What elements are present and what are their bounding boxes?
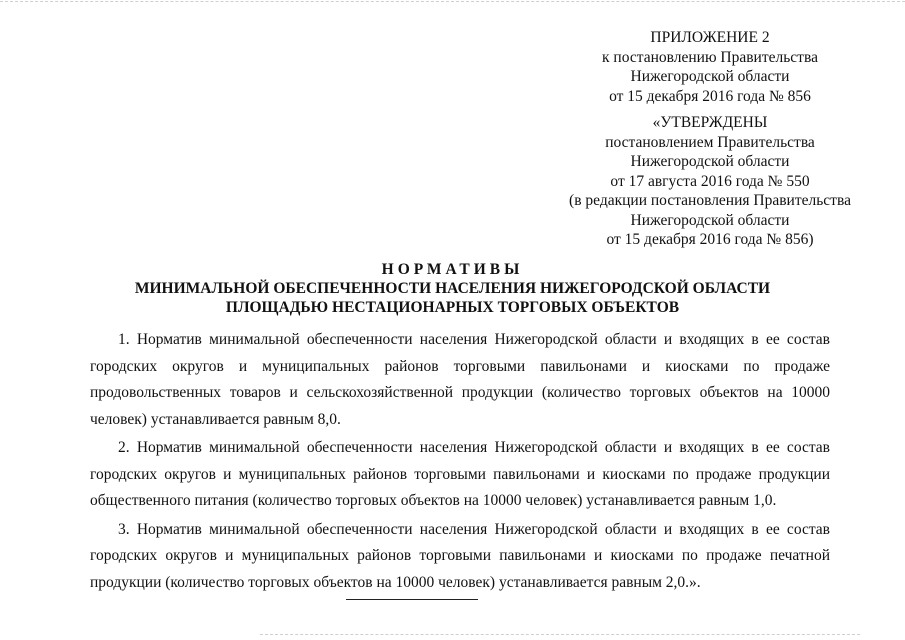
approval-line: от 15 декабря 2016 года № 856) bbox=[606, 231, 814, 248]
norm-paragraph-1: 1. Норматив минимальной обеспеченности населения Нижегородской области и входящих в ее состав городских округов и муниципальных районов торговыми павильонами и киосками по продаже продовольственных товаров и сельскохозяйственной продукции (количество торговых объектов на 10000 человек) устанавливается равным 8,0. bbox=[90, 331, 830, 428]
appendix-line: к постановлению Правительства bbox=[602, 48, 818, 66]
approval-line: (в редакции постановления Правительства bbox=[569, 192, 851, 209]
document-body bbox=[90, 327, 830, 598]
document-title bbox=[0, 260, 905, 317]
approval-line: Нижегородской области bbox=[630, 153, 790, 170]
approval-line: Нижегородской области bbox=[630, 211, 790, 229]
title-subtitle: ПЛОЩАДЬЮ НЕСТАЦИОНАРНЫХ ТОРГОВЫХ ОБЪЕКТОВ bbox=[225, 299, 680, 316]
appendix-line: от 15 декабря 2016 года № 856 bbox=[609, 87, 811, 105]
appendix-line: ПРИЛОЖЕНИЕ 2 bbox=[650, 29, 770, 46]
approval-block bbox=[545, 113, 875, 250]
approval-line: «УТВЕРЖДЕНЫ bbox=[652, 114, 768, 131]
approval-line: постановлением Правительства bbox=[605, 133, 815, 151]
approval-line: от 17 августа 2016 года № 550 bbox=[610, 172, 810, 190]
appendix-header bbox=[560, 28, 860, 106]
scan-edge-top bbox=[0, 1, 905, 2]
closing-divider bbox=[346, 599, 478, 600]
title-subtitle: МИНИМАЛЬНОЙ ОБЕСПЕЧЕННОСТИ НАСЕЛЕНИЯ НИЖЕГОРОДСКОЙ ОБЛАСТИ bbox=[134, 280, 771, 297]
scan-edge-bottom bbox=[260, 634, 860, 635]
title-main: НОРМАТИВЫ bbox=[381, 261, 524, 278]
norm-paragraph-2: 2. Норматив минимальной обеспеченности населения Нижегородской области и входящих в ее состав городских округов и муниципальных районов торговыми павильонами и киосками по продаже продукции общественного питания (количество торговых объектов на 10000 человек) устанавливается равным 1,0. bbox=[90, 439, 830, 509]
appendix-line: Нижегородской области bbox=[630, 68, 790, 85]
norm-paragraph-3: 3. Норматив минимальной обеспеченности населения Нижегородской области и входящих в ее состав городских округов и муниципальных районов торговыми павильонами и киосками по продаже печатной продукции (количество торговых объектов на 10000 человек) устанавливается равным 2,0.». bbox=[90, 520, 830, 591]
